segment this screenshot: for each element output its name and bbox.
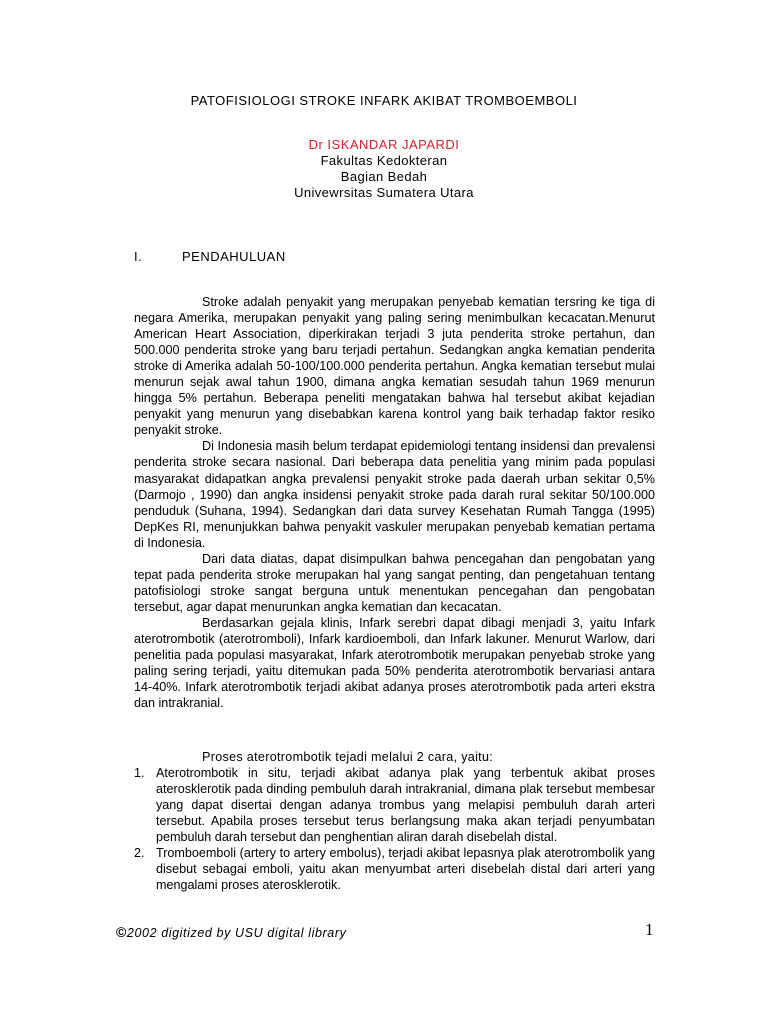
affiliation-line-2: Bagian Bedah bbox=[340, 169, 428, 184]
document-title: PATOFISIOLOGI STROKE INFARK AKIBAT TROMBOEMBOLI bbox=[190, 93, 578, 108]
list-number: 2. bbox=[134, 846, 145, 861]
affiliation-line-3: Univewrsitas Sumatera Utara bbox=[294, 185, 474, 200]
section-number: I. bbox=[134, 249, 143, 264]
paragraph: Dari data diatas, dapat disimpulkan bahwa pencegahan dan pengobatan yang tepat pada penderita stroke merupakan hal yang sangat penting, dan pengetahuan tentang patofisiologi stroke sangat berguna untuk menentukan pencegahan dan pengobatan tersebut, agar dapat menurunkan angka kematian dan kecacatan. bbox=[134, 551, 655, 614]
process-list bbox=[134, 765, 655, 893]
list-item-text: Tromboemboli (artery to artery embolus), terjadi akibat lepasnya plak aterotrombolik yang disebut sebagai emboli, yaitu akan menyumbat arteri disebelah distal dari arteri yang mengalami proses aterosklerotik. bbox=[156, 846, 655, 893]
copyright-symbol: © bbox=[116, 924, 127, 940]
list-item-text: Aterotrombotik in situ, terjadi akibat adanya plak yang terbentuk akibat proses aterosklerotik pada dinding pembuluh darah intrakranial, dimana plak tersebut membesar yang dapat disertai dengan adanya trombus yang melapisi pembuluh darah arteri tersebut. Apabila proses tersebut terus berlangsung maka akan terjadi penyumbatan pembuluh darah tersebut dan penghentian aliran darah disebelah distal. bbox=[156, 766, 655, 845]
body-text bbox=[134, 294, 655, 711]
footer-text: 2002 digitized by USU digital library bbox=[126, 926, 347, 940]
list-item bbox=[134, 845, 655, 893]
page-number: 1 bbox=[645, 920, 654, 939]
list-number: 1. bbox=[134, 766, 145, 781]
process-intro: Proses aterotrombotik tejadi melalui 2 cara, yaitu: bbox=[202, 750, 494, 764]
paragraph: Di Indonesia masih belum terdapat epidemiologi tentang insidensi dan prevalensi penderita stroke secara nasional. Dari beberapa data penelitia yang minim pada populasi masyarakat didapatkan angka prevalensi penyakit stroke pada daerah urban sekitar 0,5% (Darmojo , 1990) dan angka insidensi penyakit stroke pada darah rural sekitar 50/100.000 penduduk (Suhana, 1994). Sedangkan dari data survey Kesehatan Rumah Tangga (1995) DepKes RI, menunjukkan bahwa penyakit vaskuler merupakan penyebab kematian pertama di Indonesia. bbox=[134, 439, 655, 550]
footer-credit bbox=[116, 924, 346, 940]
list-item bbox=[134, 765, 655, 845]
section-title: PENDAHULUAN bbox=[182, 249, 286, 264]
paragraph: Stroke adalah penyakit yang merupakan penyebab kematian tersring ke tiga di negara Amerika, merupakan penyakit yang paling sering menimbulkan kecacatan.Menurut American Heart Association, diperkirakan terjadi 3 juta penderita stroke pertahun, dan 500.000 penderita stroke yang baru terjadi pertahun. Sedangkan angka kematian penderita stroke di Amerika adalah 50-100/100.000 penderita pertahun. Angka kematian tersebut mulai menurun sejak awal tahun 1900, dimana angka kematian sesudah tahun 1969 menurun hingga 5% pertahun. Beberapa peneliti mengatakan bahwa hal tersebut akibat kejadian penyakit yang menurun yang disebabkan karena kontrol yang baik terhadap faktor resiko penyakit stroke. bbox=[134, 295, 655, 438]
affiliation-line-1: Fakultas Kedokteran bbox=[320, 153, 448, 168]
paragraph: Berdasarkan gejala klinis, Infark serebri dapat dibagi menjadi 3, yaitu Infark aterotrombotik (aterotromboli), Infark kardioemboli, dan Infark lakuner. Menurut Warlow, dari penelitia pada populasi masyarakat, Infark aterotrombotik merupakan penyebab stroke yang paling sering terjadi, yaitu ditemukan pada 50% penderita aterotrombotik bervariasi antara 14-40%. Infark aterotrombotik terjadi akibat adanya proses aterotrombotik pada arteri ekstra dan intrakranial. bbox=[134, 615, 655, 711]
process-section bbox=[134, 749, 655, 893]
author-name: Dr ISKANDAR JAPARDI bbox=[308, 137, 460, 152]
